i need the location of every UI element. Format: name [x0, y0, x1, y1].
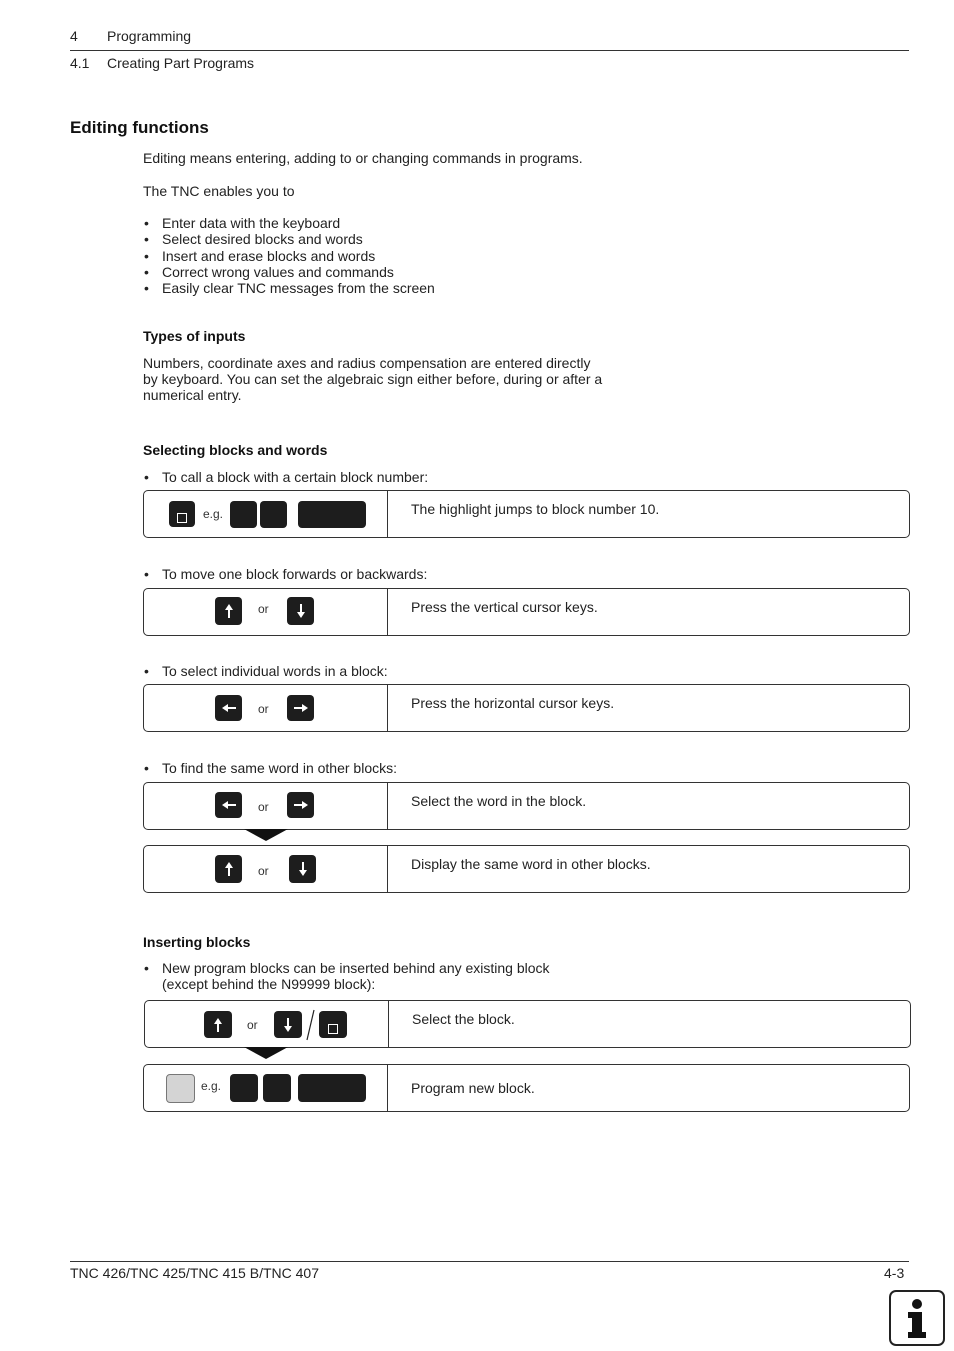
ent-key[interactable] [298, 501, 366, 528]
header-rule [70, 50, 909, 51]
selecting-heading: Selecting blocks and words [143, 442, 328, 458]
or-label: or [258, 602, 269, 616]
right-arrow-icon [293, 800, 309, 810]
up-arrow-icon [213, 1017, 223, 1033]
key-sequence [144, 589, 387, 635]
list-item: • Select desired blocks and words [143, 231, 643, 247]
info-icon [889, 1290, 945, 1346]
slash-separator [305, 1009, 315, 1041]
row-description: The highlight jumps to block number 10. [411, 501, 660, 517]
left-arrow-icon [221, 703, 237, 713]
key-sequence [144, 846, 387, 892]
down-arrow-key[interactable] [289, 855, 316, 883]
flow-arrow-icon [244, 1047, 288, 1059]
types-heading: Types of inputs [143, 328, 246, 344]
list-item: • Easily clear TNC messages from the screen [143, 280, 643, 296]
up-arrow-key[interactable] [204, 1011, 232, 1038]
insert-row-1 [144, 1000, 911, 1048]
row-divider [387, 783, 388, 829]
row-description: Press the horizontal cursor keys. [411, 695, 615, 711]
find-word-row-1 [143, 782, 910, 830]
select-words-row [143, 684, 910, 732]
insert-row-2 [143, 1064, 910, 1112]
goto-square-icon [177, 513, 187, 523]
page-title: Editing functions [70, 118, 209, 137]
header-chapter-num: 4 [70, 28, 78, 44]
list-item: • Insert and erase blocks and words [143, 248, 643, 264]
right-arrow-key[interactable] [287, 792, 314, 818]
header-section-title: Creating Part Programs [107, 55, 255, 71]
types-line-1: Numbers, coordinate axes and radius compensation are entered directly [143, 355, 591, 371]
row-divider [387, 491, 388, 537]
list-item: • Correct wrong values and commands [143, 264, 643, 280]
down-arrow-key[interactable] [274, 1011, 302, 1038]
key-sequence [144, 1065, 387, 1111]
left-arrow-key[interactable] [215, 695, 242, 721]
or-label: or [258, 864, 269, 878]
row-divider [387, 685, 388, 731]
row-divider [387, 846, 388, 892]
row-description: Select the block. [412, 1011, 515, 1027]
up-arrow-key[interactable] [215, 597, 242, 625]
inserting-line-2: (except behind the N99999 block): [162, 976, 376, 992]
down-arrow-icon [283, 1017, 293, 1033]
key-sequence [144, 685, 387, 731]
call-block-bullet: • To call a block with a certain block number: [143, 469, 428, 485]
key-sequence [145, 1001, 388, 1047]
header-section-num: 4.1 [70, 55, 90, 71]
ent-key[interactable] [298, 1074, 366, 1102]
move-block-row [143, 588, 910, 636]
up-arrow-icon [224, 603, 234, 619]
left-arrow-key[interactable] [215, 792, 242, 818]
key-sequence [144, 491, 387, 537]
eg-label: e.g. [203, 507, 224, 521]
or-label: or [258, 800, 269, 814]
select-words-bullet: • To select individual words in a block: [143, 663, 388, 679]
flow-arrow-icon [244, 829, 288, 841]
up-arrow-icon [224, 861, 234, 877]
goto-key[interactable] [169, 501, 195, 527]
down-arrow-key[interactable] [287, 597, 314, 625]
right-arrow-key[interactable] [287, 695, 314, 721]
eg-label: e.g. [201, 1079, 222, 1093]
inserting-bullet: • New program blocks can be inserted behind any existing block [143, 960, 550, 976]
or-label: or [258, 702, 269, 716]
header-chapter-title: Programming [107, 28, 192, 44]
down-arrow-icon [298, 861, 308, 877]
digit-key-1[interactable] [230, 1074, 258, 1102]
footer-rule [70, 1261, 909, 1262]
row-description: Select the word in the block. [411, 793, 587, 809]
list-item: • Enter data with the keyboard [143, 215, 643, 231]
down-arrow-icon [296, 603, 306, 619]
call-block-row [143, 490, 910, 538]
row-description: Press the vertical cursor keys. [411, 599, 598, 615]
goto-square-icon [328, 1024, 338, 1034]
row-description: Program new block. [411, 1080, 535, 1096]
row-description: Display the same word in other blocks. [411, 856, 651, 872]
key-sequence [144, 783, 387, 829]
function-key[interactable] [166, 1074, 195, 1103]
footer-page-number: 4-3 [884, 1265, 905, 1281]
digit-key-1[interactable] [230, 501, 257, 528]
goto-key[interactable] [319, 1011, 347, 1038]
intro-text: Editing means entering, adding to or changing commands in programs. [143, 150, 583, 166]
up-arrow-key[interactable] [215, 855, 242, 883]
enables-text: The TNC enables you to [143, 183, 295, 199]
footer-models: TNC 426/TNC 425/TNC 415 B/TNC 407 [70, 1265, 319, 1281]
inserting-heading: Inserting blocks [143, 934, 251, 950]
digit-key-0[interactable] [260, 501, 287, 528]
types-line-2: by keyboard. You can set the algebraic sign either before, during or after a [143, 371, 603, 387]
row-divider [388, 1001, 389, 1047]
left-arrow-icon [221, 800, 237, 810]
digit-key-0[interactable] [263, 1074, 291, 1102]
or-label: or [247, 1018, 258, 1032]
row-divider [387, 1065, 388, 1111]
find-word-row-2 [143, 845, 910, 893]
feature-list [143, 215, 643, 296]
move-block-bullet: • To move one block forwards or backwards: [143, 566, 427, 582]
row-divider [387, 589, 388, 635]
right-arrow-icon [293, 703, 309, 713]
types-line-3: numerical entry. [143, 387, 242, 403]
find-word-bullet: • To find the same word in other blocks: [143, 760, 397, 776]
info-glyph [891, 1292, 943, 1344]
